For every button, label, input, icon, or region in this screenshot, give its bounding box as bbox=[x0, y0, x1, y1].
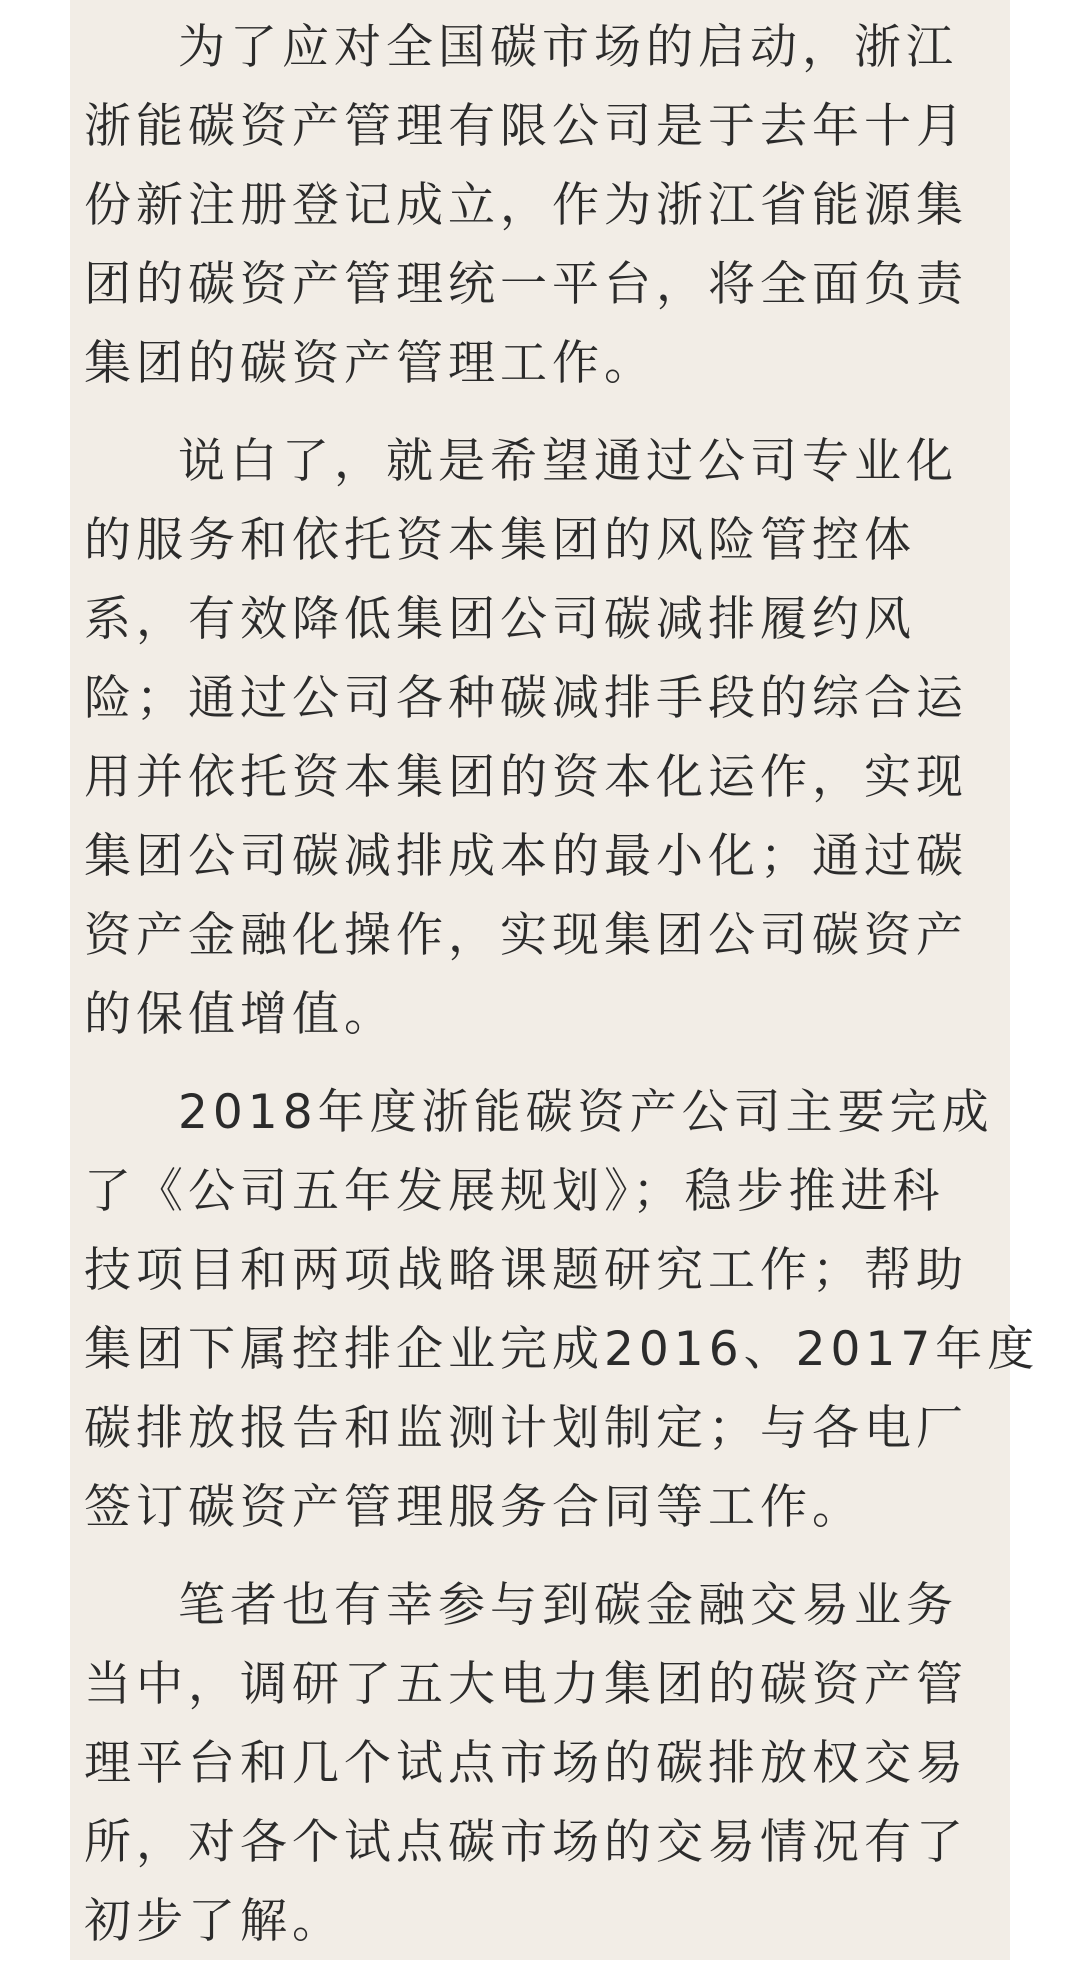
article-page bbox=[70, 0, 1040, 1960]
paragraph-4 bbox=[84, 1566, 1004, 1961]
text-line: 说白了，就是希望通过公司专业化 bbox=[178, 434, 958, 489]
text-line: 集团的碳资产管理工作。 bbox=[84, 336, 656, 391]
text-line: 的保值增值。 bbox=[84, 987, 396, 1042]
text-line: 用并依托资本集团的资本化运作，实现 bbox=[84, 750, 968, 805]
paragraph-1 bbox=[84, 8, 1004, 403]
text-line: 当中，调研了五大电力集团的碳资产管 bbox=[84, 1657, 968, 1712]
text-line: 笔者也有幸参与到碳金融交易业务 bbox=[178, 1578, 958, 1633]
text-line: 为了应对全国碳市场的启动，浙江 bbox=[178, 20, 958, 75]
text-line: 资产金融化操作，实现集团公司碳资产 bbox=[84, 908, 968, 963]
text-line: 所，对各个试点碳市场的交易情况有了 bbox=[84, 1815, 968, 1870]
text-line: 2018年度浙能碳资产公司主要完成 bbox=[178, 1085, 994, 1140]
text-line: 初步了解。 bbox=[84, 1894, 344, 1949]
text-line: 集团下属控排企业完成2016、2017年度 bbox=[84, 1322, 1040, 1377]
text-line: 险；通过公司各种碳减排手段的综合运 bbox=[84, 671, 968, 726]
text-line: 团的碳资产管理统一平台，将全面负责 bbox=[84, 257, 968, 312]
text-line: 签订碳资产管理服务合同等工作。 bbox=[84, 1480, 864, 1535]
text-line: 的服务和依托资本集团的风险管控体 bbox=[84, 513, 916, 568]
text-line: 份新注册登记成立，作为浙江省能源集 bbox=[84, 178, 968, 233]
text-line: 集团公司碳减排成本的最小化；通过碳 bbox=[84, 829, 968, 884]
article-body bbox=[84, 8, 1040, 1980]
text-line: 理平台和几个试点市场的碳排放权交易 bbox=[84, 1736, 968, 1791]
text-line: 系，有效降低集团公司碳减排履约风 bbox=[84, 592, 916, 647]
text-line: 浙能碳资产管理有限公司是于去年十月 bbox=[84, 99, 968, 154]
paragraph-3 bbox=[84, 1073, 1040, 1547]
text-line: 了《公司五年发展规划》；稳步推进科 bbox=[84, 1164, 945, 1219]
text-line: 技项目和两项战略课题研究工作；帮助 bbox=[84, 1243, 968, 1298]
text-line: 碳排放报告和监测计划制定；与各电厂 bbox=[84, 1401, 968, 1456]
paragraph-2 bbox=[84, 422, 1004, 1054]
